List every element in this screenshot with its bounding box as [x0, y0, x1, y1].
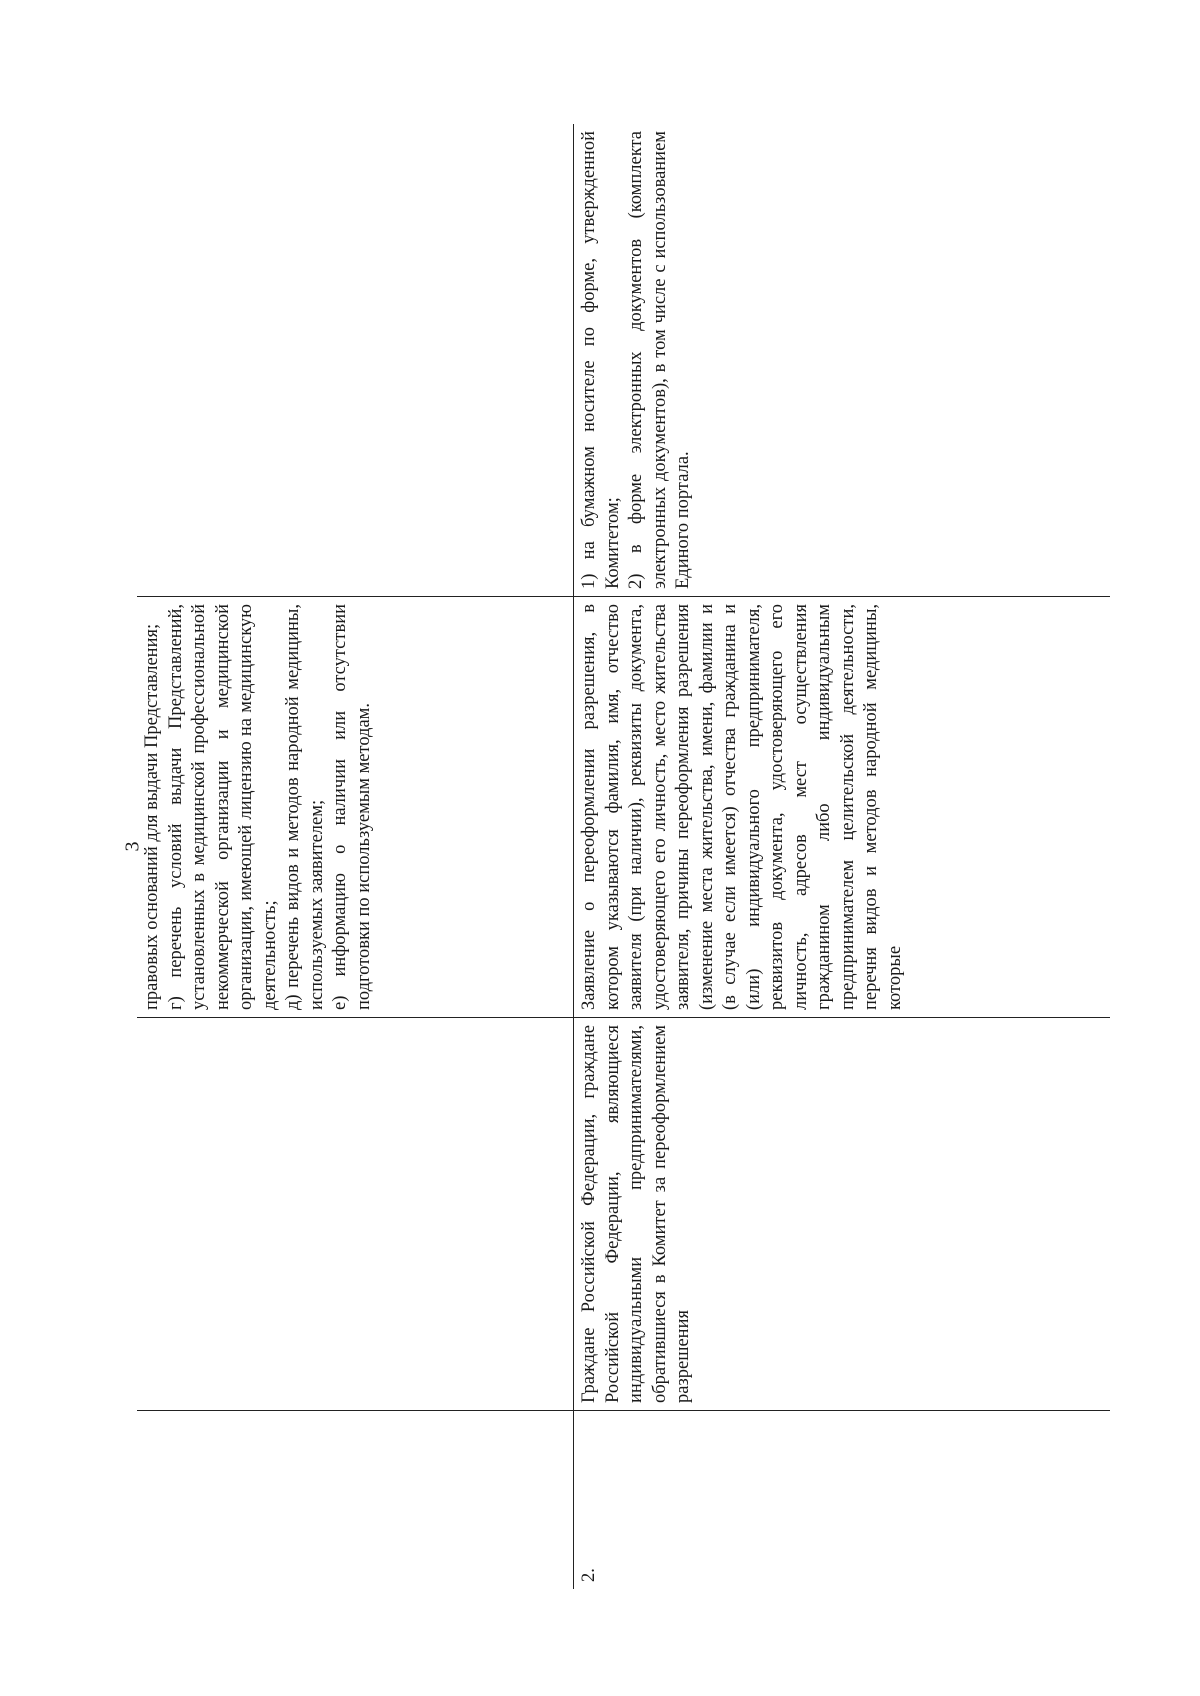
document-item: г) перечень условий выдачи Представлений, установленных в медицинской профессиональной некоммерческой организации и медицинской организации, имеющей лицензию на медицинскую деятельность;	[165, 604, 280, 1010]
table-row	[574, 124, 1111, 1589]
rotated-table-container	[137, 124, 1093, 1589]
document-item: Заявление о переоформлении разрешения, в котором указываются фамилия, имя, отчество заявителя (при наличии), реквизиты документа, удостоверяющего его личность, место жительства заявителя, причины переоформления разрешения (изменение места жительства, имени, фамилии и (в случае если имеется) отчества гражданина и (или) индивидуального предпринимателя, реквизитов документа, удостоверяющего его личность, адресов мест осуществления гражданином либо индивидуальным предпринимателем целительской деятельности, перечня видов и методов народной медицины, которые	[579, 604, 905, 1010]
applicants-cell: Граждане Российской Федерации, граждане Российской Федерации, являющиеся индивидуальными предпринимателями, обратившиеся в Комитет за переоформлением разрешения	[574, 1018, 1111, 1411]
services-table	[137, 124, 1110, 1589]
forms-cell	[137, 124, 574, 597]
applicants-cell	[137, 1018, 574, 1411]
forms-cell	[574, 124, 1111, 597]
form-item: 1) на бумажном носителе по форме, утвержденной Комитетом;	[579, 131, 623, 589]
document-item: е) информацию о наличии или отсутствии подготовки по используемым методам.	[330, 604, 374, 1010]
row-number-cell: 2.	[574, 1411, 1111, 1590]
row-number-cell	[137, 1411, 574, 1590]
documents-cell	[574, 597, 1111, 1018]
document-item: д) перечень видов и методов народной медицины, используемых заявителем;	[283, 604, 327, 1010]
documents-cell	[137, 597, 574, 1018]
table-row	[137, 124, 574, 1589]
page-number: 3	[121, 841, 144, 852]
form-item: 2) в форме электронных документов (комплекта электронных документов), в том числе с использованием Единого портала.	[626, 131, 693, 589]
document-item: правовых оснований для выдачи Представления;	[142, 623, 162, 1010]
